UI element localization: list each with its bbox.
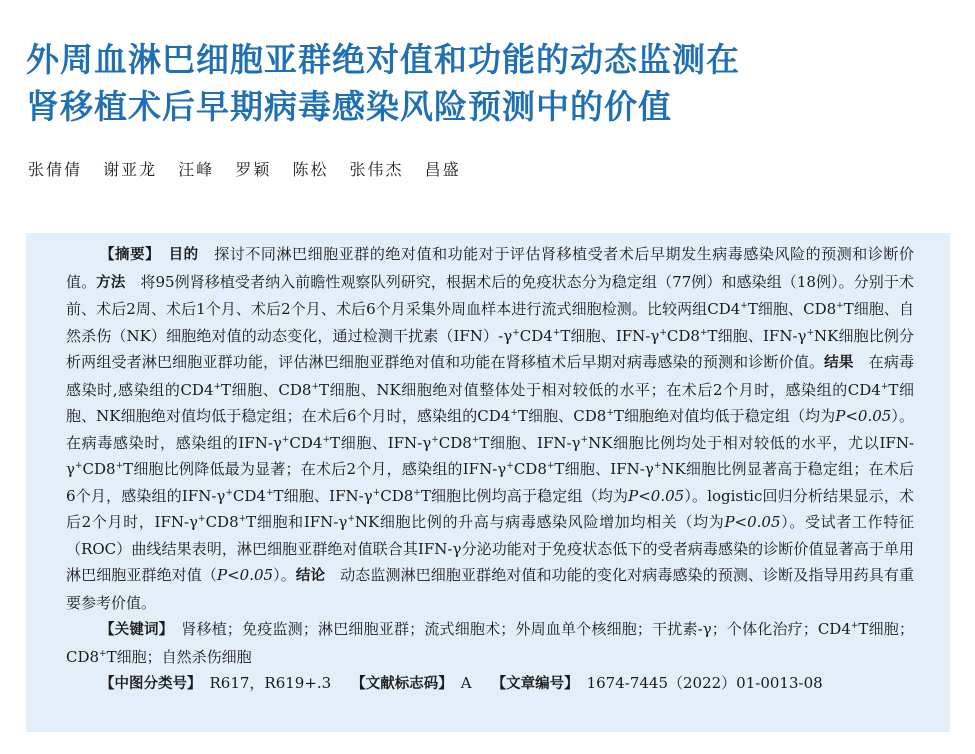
superscript-plus: + xyxy=(880,381,889,392)
results-text: T细胞绝对值均低于稳定组（均为 xyxy=(613,407,836,425)
conclusion-text: 动态监测淋巴细胞亚群绝对值和功能的变化对病毒感染的预测、诊断及指导用药具有重要参考价值。 xyxy=(66,566,914,612)
methods-text: CD4 xyxy=(519,326,553,345)
clc-label: 【中图分类号】 xyxy=(100,676,202,692)
objective-text: 探讨不同淋巴细胞亚群的绝对值和功能对于评估肾移植受者术后早期发生病毒感染风险的预测和诊断价值。 xyxy=(66,245,914,291)
superscript-plus: + xyxy=(740,301,748,311)
superscript-plus: + xyxy=(653,461,662,471)
p-value: P<0.05 xyxy=(217,566,274,584)
superscript-plus: + xyxy=(225,487,233,498)
methods-text: NK细胞比例分析两组受者淋巴细胞亚群功能，评估淋巴细胞亚群绝对值和功能在肾移植术后早期对病毒感染的预测和诊断价值。 xyxy=(66,326,914,371)
superscript-plus: + xyxy=(806,327,815,338)
superscript-plus: + xyxy=(580,434,589,445)
methods-text: T细胞、IFN-γ xyxy=(707,326,807,345)
superscript-plus: + xyxy=(281,434,290,445)
author: 张倩倩 xyxy=(28,160,83,179)
author: 罗颖 xyxy=(235,160,272,179)
superscript-plus: + xyxy=(372,487,381,498)
keywords-text: 肾移植；免疫监测；淋巴细胞亚群；流式细胞术；外周血单个核细胞；干扰素-γ；个体化治疗；CD4 xyxy=(181,620,851,638)
results-text: CD8 xyxy=(380,486,414,505)
results-text: CD8 xyxy=(205,513,239,531)
results-text: T细胞、NK细胞绝对值整体处于相对较低的水平；在术后2个月时，感染组的CD4 xyxy=(319,380,881,399)
results-text: CD8 xyxy=(513,460,547,478)
results-text: T细胞比例降低最为显著；在术后2个月，感染组的IFN-γ xyxy=(123,460,507,478)
p-value: P<0.05 xyxy=(724,513,781,531)
methods-text: T细胞、自然杀伤（NK）细胞绝对值的动态变化，通过检测干扰素（IFN）-γ xyxy=(66,300,915,345)
paper-title xyxy=(26,36,946,130)
abstract-paragraph xyxy=(66,241,914,616)
results-text: NK细胞比例显著高于稳定组；在术后6个月，感染组的IFN-γ xyxy=(66,460,915,505)
superscript-plus: + xyxy=(510,408,518,418)
author: 张伟杰 xyxy=(349,160,404,179)
results-text: T细胞、IFN-γ xyxy=(330,433,432,452)
superscript-plus: + xyxy=(552,327,561,338)
superscript-plus: + xyxy=(850,621,859,631)
results-text: T细胞、IFN-γ xyxy=(273,486,373,505)
results-text: ）。 xyxy=(273,566,296,584)
methods-text: CD8 xyxy=(666,326,700,345)
superscript-plus: + xyxy=(115,461,124,471)
superscript-plus: + xyxy=(347,514,355,524)
superscript-plus: + xyxy=(238,514,247,524)
superscript-plus: + xyxy=(322,434,331,445)
methods-label: 方法 xyxy=(96,274,126,291)
title-line-2: 肾移植术后早期病毒感染风险预测中的价值 xyxy=(26,87,672,126)
results-text: CD8 xyxy=(438,433,472,452)
results-text: ）。在病毒感染时，感染组的IFN-γ xyxy=(66,407,914,452)
doc-code-value: A xyxy=(460,674,472,692)
superscript-plus: + xyxy=(213,381,222,392)
superscript-plus: + xyxy=(431,434,439,445)
author-list xyxy=(28,158,928,182)
author: 汪峰 xyxy=(178,160,215,179)
results-text: T细胞、IFN-γ xyxy=(554,460,654,478)
abstract-content xyxy=(66,241,914,698)
superscript-plus: + xyxy=(198,514,206,524)
superscript-plus: + xyxy=(506,461,514,471)
results-text: T细胞和IFN-γ xyxy=(246,513,348,531)
results-text: T细胞、NK细胞绝对值均低于稳定组；在术后6个月时，感染组的CD4 xyxy=(66,380,914,425)
classification-line xyxy=(66,670,914,698)
keywords-text: T细胞；CD8 xyxy=(66,620,914,666)
results-text: T细胞、CD8 xyxy=(221,380,312,399)
results-text: 在病毒感染时,感染组的CD4 xyxy=(66,353,914,399)
title-line-1: 外周血淋巴细胞亚群绝对值和功能的动态监测在 xyxy=(26,40,740,79)
objective-label: 目的 xyxy=(168,247,199,263)
article-number-value: 1674-7445（2022）01-0013-08 xyxy=(586,674,823,692)
superscript-plus: + xyxy=(471,434,480,445)
author: 谢亚龙 xyxy=(103,160,158,179)
results-text: T细胞比例均高于稳定组（均为 xyxy=(420,486,629,505)
article-number-label: 【文章编号】 xyxy=(491,676,579,692)
superscript-plus: + xyxy=(546,461,555,471)
p-value: P<0.05 xyxy=(628,486,685,505)
conclusion-label: 结论 xyxy=(295,568,326,584)
author: 陈松 xyxy=(292,160,329,179)
results-text: CD4 xyxy=(289,433,323,452)
superscript-plus: + xyxy=(836,301,844,311)
results-text: NK细胞比例的升高与病毒感染风险增加均相关（均为 xyxy=(354,513,725,531)
doc-code-label: 【文献标志码】 xyxy=(351,676,453,692)
superscript-plus: + xyxy=(699,327,708,338)
author: 昌盛 xyxy=(424,160,461,179)
superscript-plus: + xyxy=(265,487,274,498)
results-text: T细胞、CD8 xyxy=(517,407,607,425)
methods-text: 将95例肾移植受者纳入前瞻性观察队列研究，根据术后的免疫状态分为稳定组（77例）和感染组（18例）。分别于术前、术后2周、术后1个月、术后2个月、术后6个月采集外周血样本进行流式细胞检测。比较两组CD4 xyxy=(66,272,914,318)
superscript-plus: + xyxy=(413,487,421,498)
superscript-plus: + xyxy=(99,648,107,659)
results-text: ）。logistic回归分析结果显示，术后2个月时，IFN-γ xyxy=(66,486,915,531)
superscript-plus: + xyxy=(74,461,83,471)
results-text: CD4 xyxy=(232,486,266,505)
results-label: 结果 xyxy=(824,355,854,371)
methods-text: T细胞、IFN-γ xyxy=(560,326,660,345)
superscript-plus: + xyxy=(606,408,614,418)
results-text: NK细胞比例均处于相对较低的水平，尤以IFN-γ xyxy=(66,433,915,478)
keywords-label: 【关键词】 xyxy=(100,622,167,638)
abstract-box xyxy=(26,233,950,732)
keywords-text: T细胞；自然杀伤细胞 xyxy=(106,647,252,666)
superscript-plus: + xyxy=(512,327,520,338)
keywords-paragraph xyxy=(66,616,914,670)
superscript-plus: + xyxy=(659,327,667,338)
p-value: P<0.05 xyxy=(835,407,892,425)
clc-value: R617，R619+.3 xyxy=(209,674,332,692)
results-text: ）。受试者工作特征（ROC）曲线结果表明，淋巴细胞亚群绝对值联合其IFN-γ分泌功能对于免疫状态低下的受者病毒感染的诊断价值显著高于单用淋巴细胞亚群绝对值（ xyxy=(66,513,914,584)
methods-text: T细胞、CD8 xyxy=(747,300,837,318)
abstract-label: 【摘要】 xyxy=(100,247,153,263)
superscript-plus: + xyxy=(311,381,319,392)
results-text: CD8 xyxy=(82,460,116,478)
results-text: T细胞、IFN-γ xyxy=(479,433,581,452)
